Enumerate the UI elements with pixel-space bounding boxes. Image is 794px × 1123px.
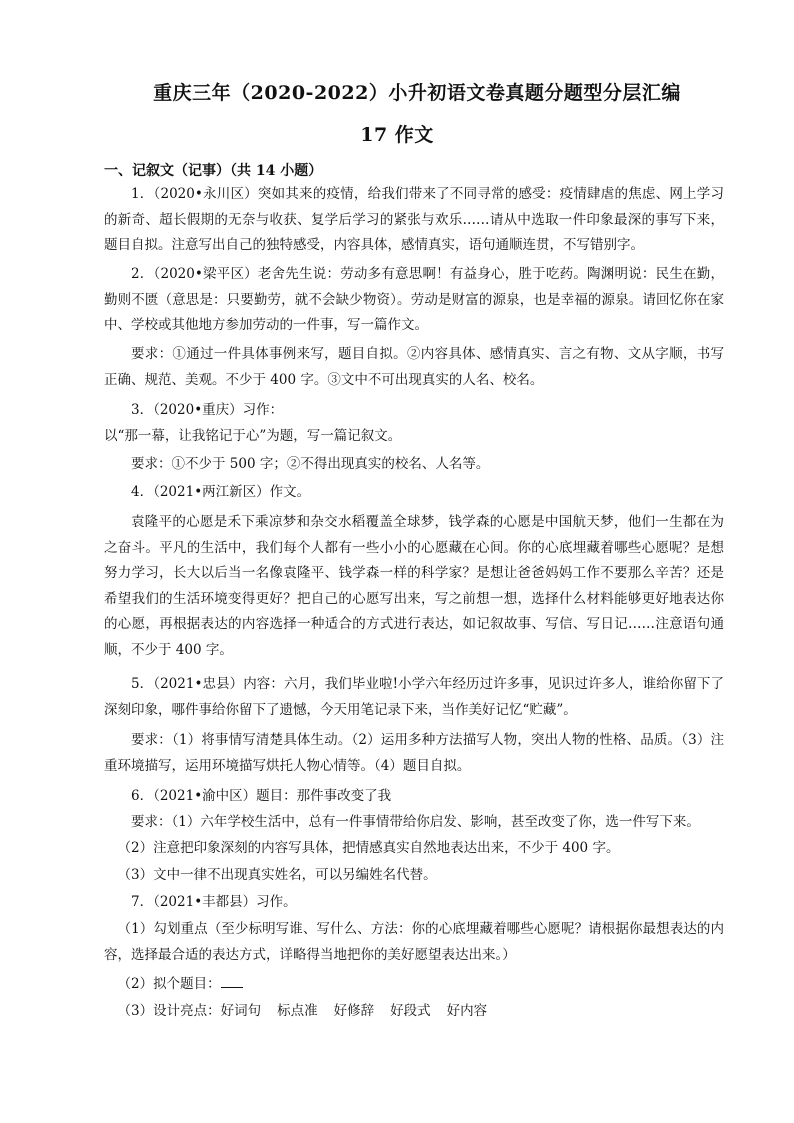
highlight-item: 好内容: [446, 1003, 488, 1019]
question-6-requirement-1: 要求：（1）六年学校生活中，总有一件事情带给你启发、影响，甚至改变了你，选一件写下来。: [131, 814, 700, 830]
question-7-requirement-2: [104, 972, 724, 998]
question-6-heading: 6．（2021•渝中区）题目：那件事改变了我: [131, 788, 392, 804]
question-3-requirements: 要求：①不少于 500 字；②不得出现真实的校名、人名等。: [131, 456, 490, 472]
title-answer-blank[interactable]: [221, 973, 243, 988]
highlight-item: 标点准: [277, 1003, 318, 1019]
question-2: 2．（2020•梁平区）老舍先生说：劳动多有意思啊！有益身心，胜于吃药。陶渊明说：民生在勤，勤则不匮（意思是：只要勤劳，就不会缺少物资）。劳动是财富的源泉，也是幸福的源泉。请回忆你在家中、学校或其他地方参加劳动的一件事，写一篇作文。: [104, 266, 724, 333]
question-2-requirements: 要求：①通过一件具体事例来写，题目自拟。②内容具体、感情真实、言之有物、文从字顺，书写正确、规范、美观。不少于 400 字。③文中不可出现真实的人名、校名。: [104, 346, 724, 388]
highlight-item: 好段式: [390, 1003, 431, 1019]
highlight-item: 好修辞: [333, 1003, 375, 1019]
question-5: 5．（2021•忠县）内容：六月，我们毕业啦!小学六年经历过许多事，见识过许多人，谁给你留下了深刻印象，哪件事给你留下了遗憾，今天用笔记录下来，当作美好记忆“贮藏”。: [104, 676, 724, 718]
question-3-prompt: 以“那一幕，让我铭记于心”为题，写一篇记叙文。: [104, 428, 402, 444]
highlight-label: （3）设计亮点：: [117, 1003, 221, 1019]
document-subtitle: 17 作文: [360, 124, 434, 146]
question-4-heading: 4．（2021•两江新区）作文。: [131, 484, 311, 500]
question-6-requirement-3: （3）文中一律不出现真实姓名，可以另编姓名代替。: [117, 867, 437, 883]
question-1: 1．（2020•永川区）突如其来的疫情，给我们带来了不同寻常的感受：疫情肆虐的焦虑、网上学习的新奇、超长假期的无奈与收获、复学后学习的紧张与欢乐……请从中选取一件印象最深的事写下来，题目自拟。注意写出自己的独特感受，内容具体，感情真实，语句通顺连贯，不写错别字。: [104, 186, 724, 253]
question-3-heading: 3．（2020•重庆）习作：: [131, 402, 284, 418]
question-7-requirement-1: （1）勾划重点（至少标明写谁、写什么、方法：你的心底埋藏着哪些心愿呢？请根据你最想表达的内容，选择最合适的表达方式，详略得当地把你的美好愿望表达出来。）: [104, 921, 724, 963]
document-title: 重庆三年（2020-2022）小升初语文卷真题分题型分层汇编: [153, 82, 681, 104]
question-5-requirements: 要求：（1）将事情写清楚具体生动。（2）运用多种方法描写人物，突出人物的性格、品质。（3）注重环境描写，运用环境描写烘托人物心情等。（4）题目自拟。: [104, 732, 724, 774]
question-6-requirement-2: （2）注意把印象深刻的内容写具体，把情感真实自然地表达出来，不少于 400 字。: [117, 840, 620, 856]
section-heading: 一、记叙文（记事）（共 14 小题）: [104, 163, 323, 179]
question-4-prompt: 袁隆平的心愿是禾下乘凉梦和杂交水稻覆盖全球梦，钱学森的心愿是中国航天梦，他们一生都在为之奋斗。平凡的生活中，我们每个人都有一些小小的心愿藏在心间。你的心底埋藏着哪些心愿呢？是想努力学习，长大以后当一名像袁隆平、钱学森一样的科学家？是想让爸爸妈妈工作不要那么辛苦？还是希望我们的生活环境变得更好？把自己的心愿写出来，写之前想一想，选择什么材料能够更好地表达你的心愿，再根据表达的内容选择一种适合的方式进行表达，如记叙故事、写信、写日记……注意语句通顺，不少于 400 字。: [104, 514, 724, 658]
question-7-requirement-3: [104, 999, 724, 1025]
question-7-heading: 7．（2021•丰都县）习作。: [131, 894, 297, 910]
title-prompt-label: （2）拟个题目：: [117, 976, 221, 992]
highlight-item: 好词句: [220, 1003, 262, 1019]
